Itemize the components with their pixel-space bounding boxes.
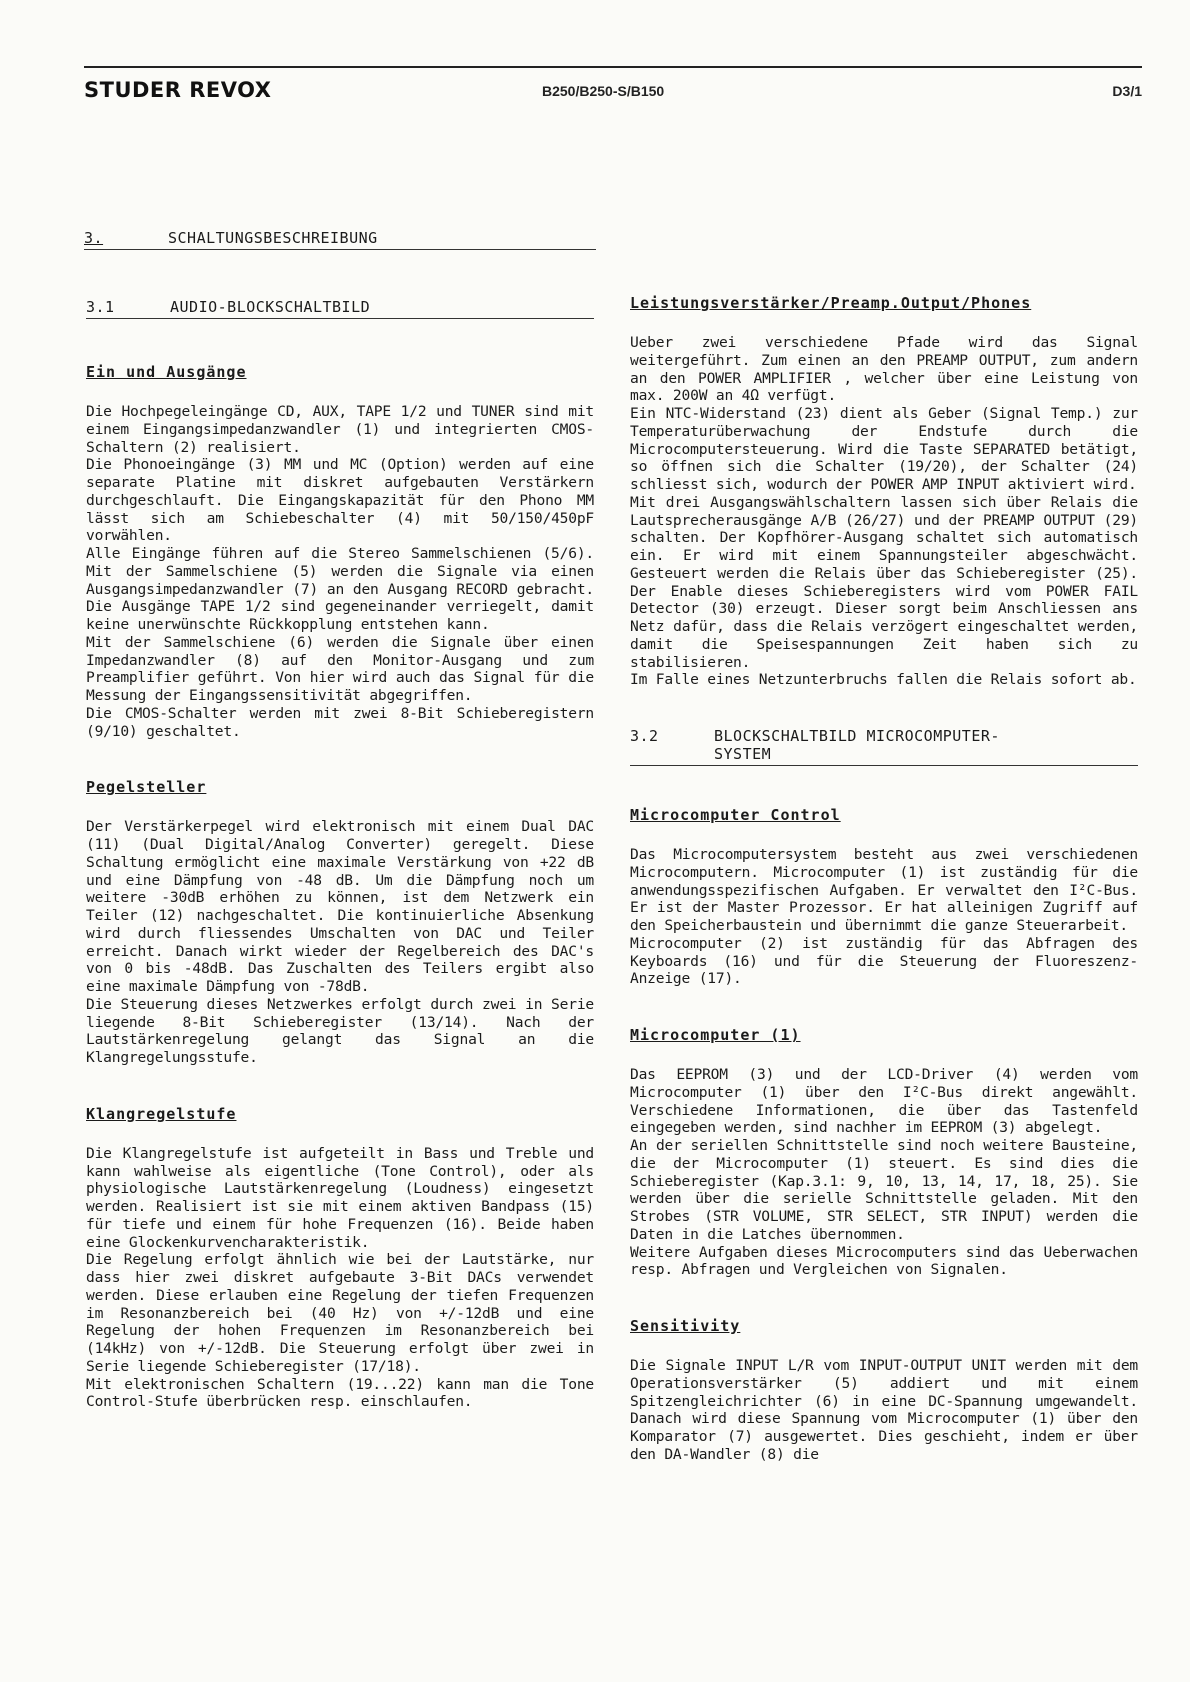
- subheading-pegelsteller: Pegelsteller: [86, 778, 207, 797]
- paragraph: Mit der Sammelschiene (6) werden die Signale über einen Impedanzwandler (8) auf den Monitor-Ausgang und zum Preamplifier geführt. Von hier wird auch das Signal für die Messung der Eingangssensitivität abgegriffen.: [86, 633, 594, 704]
- section-3-2-heading: [630, 727, 1138, 766]
- section-number: 3.2: [630, 727, 659, 745]
- page-header: [84, 66, 1142, 102]
- paragraph: An der seriellen Schnittstelle sind noch weitere Bausteine, die der Microcomputer (1) steuert. Es sind dies die Schieberegister (Kap.3.1: 9, 10, 13, 14, 17, 18, 25). Sie werden über die serielle Schnittstelle geladen. Mit den Strobes (STR VOLUME, STR SELECT, STR INPUT) werden die Daten in die Latches übernommen.: [630, 1137, 1138, 1243]
- paragraph: Die Hochpegeleingänge CD, AUX, TAPE 1/2 und TUNER sind mit einem Eingangsimpedanzwandler (1) und integrierten CMOS-Schaltern (2) realisiert.: [86, 403, 594, 456]
- paragraph: Das Microcomputersystem besteht aus zwei verschiedenen Microcomputern. Microcomputer (1) ist zuständig für die anwendungsspezifischen Aufgaben. Er verwaltet den I²C-Bus. Er ist der Master Prozessor. Er hat alleinigen Zugriff auf den Speicherbaustein und übernimmt die ganze Steuerarbeit.: [630, 846, 1138, 934]
- paragraph: Ueber zwei verschiedene Pfade wird das Signal weitergeführt. Zum einen an den PREAMP OUTPUT, zum andern an den POWER AMPLIFIER , welcher über eine Leistung von max. 200W an 4Ω verfügt.: [630, 334, 1138, 405]
- section-number: 3.1: [86, 298, 115, 316]
- paragraph: Die CMOS-Schalter werden mit zwei 8-Bit Schieberegistern (9/10) geschaltet.: [86, 704, 594, 740]
- chapter-number: 3.: [84, 229, 104, 247]
- paragraph: Mit elektronischen Schaltern (19...22) kann man die Tone Control-Stufe überbrücken resp. einschlaufen.: [86, 1375, 594, 1411]
- chapter-heading: [84, 229, 596, 250]
- subheading-klangregelstufe: Klangregelstufe: [86, 1104, 237, 1123]
- paragraph: Weitere Aufgaben dieses Microcomputers sind das Ueberwachen resp. Abfragen und Vergleichen von Signalen.: [630, 1243, 1138, 1279]
- paragraph: Alle Eingänge führen auf die Stereo Sammelschienen (5/6). Mit der Sammelschiene (5) werden die Signale via einen Ausgangsimpedanzwandler (7) an den Ausgang RECORD gebracht. Die Ausgänge TAPE 1/2 sind gegeneinander verriegelt, damit keine unerwünschte Rückkopplung entstehen kann.: [86, 545, 594, 633]
- paragraph: Das EEPROM (3) und der LCD-Driver (4) werden vom Microcomputer (1) über den I²C-Bus direkt angewählt. Verschiedene Informationen, die über das Tastenfeld eingegeben werden, sind nachher im EEPROM (3) abgelegt.: [630, 1066, 1138, 1137]
- paragraph: Im Falle eines Netzunterbruchs fallen die Relais sofort ab.: [630, 671, 1137, 689]
- subheading-microcomputer-1: Microcomputer (1): [630, 1026, 801, 1044]
- section-title: AUDIO-BLOCKSCHALTBILD: [170, 298, 371, 316]
- section-title: BLOCKSCHALTBILD MICROCOMPUTER-: [714, 727, 1000, 745]
- paragraph: Der Verstärkerpegel wird elektronisch mit einem Dual DAC (11) (Dual Digital/Analog Converter) geregelt. Diese Schaltung ermöglicht eine maximale Verstärkung von +22 dB und eine Dämpfung von -48 dB. Um die Dämpfung noch um weitere -30dB erhöhen zu können, ist dem Netzwerk ein Teiler (12) nachgeschaltet. Die kontinuierliche Absenkung wird durch fliessendes Umschalten von DAC und Teiler erreicht. Danach wirkt wieder der Regelbereich des DAC's von 0 bis -48dB. Das Zuschalten des Teilers ergibt also eine maximale Dämpfung von -78dB.: [86, 818, 594, 995]
- subheading-sensitivity: Sensitivity: [630, 1317, 741, 1335]
- section-3-1-heading: [86, 298, 594, 319]
- paragraph: Ein NTC-Widerstand (23) dient als Geber (Signal Temp.) zur Temperaturüberwachung der Endstufe durch die Microcomputersteuerung. Wird die Taste SEPARATED betätigt, so öffnen sich die Schalter (19/20), der Schalter (24) schliesst sich, wodurch der POWER AMP INPUT aktiviert wird.: [630, 405, 1138, 493]
- paragraph: Die Steuerung dieses Netzwerkes erfolgt durch zwei in Serie liegende 8-Bit Schieberegister (13/14). Nach der Lautstärkenregelung gelangt das Signal an die Klangregelungsstufe.: [86, 995, 594, 1066]
- paragraph: Die Regelung erfolgt ähnlich wie bei der Lautstärke, nur dass hier zwei diskret aufgebaute 3-Bit DACs verwendet werden. Diese erlauben eine Regelung der tiefen Frequenzen im Resonanzbereich bei (40 Hz) von +/-12dB und eine Regelung der hohen Frequenzen im Resonanzbereich bei (14kHz) von +/-12dB. Die Steuerung erfolgt über zwei in Serie liegende Schieberegister (17/18).: [86, 1251, 594, 1375]
- model-number: B250/B250-S/B150: [542, 83, 665, 99]
- paragraph: Microcomputer (2) ist zuständig für das Abfragen des Keyboards (16) und für die Steuerung der Fluoreszenz-Anzeige (17).: [630, 934, 1138, 988]
- section-title-continued: SYSTEM: [714, 745, 772, 763]
- page-number: D3/1: [1112, 83, 1142, 99]
- paragraph: Die Phonoeingänge (3) MM und MC (Option) werden auf eine separate Platine mit diskret aufgebauten Verstärkern durchgeschlauft. Die Eingangskapazität für den Phono MM lässt sich am Schiebeschalter (4) mit 50/150/450pF vorwählen.: [86, 456, 594, 545]
- paragraph: Die Klangregelstufe ist aufgeteilt in Bass und Treble und kann wahlweise als eigentliche (Tone Control), oder als physiologische Lautstärkenregelung (Loudness) eingesetzt werden. Realisiert ist sie mit einem aktiven Bandpass (15) für tiefe und einem für hohe Frequenzen (16). Beide haben eine Glockenkurvencharakteristik.: [86, 1144, 594, 1251]
- chapter-title: SCHALTUNGSBESCHREIBUNG: [168, 229, 378, 247]
- subheading-ein-ausgaenge: Ein und Ausgänge: [86, 363, 247, 381]
- paragraph: Mit drei Ausgangswählschaltern lassen sich über Relais die Lautsprecherausgänge A/B (26/27) und der PREAMP OUTPUT (29) schalten. Der Kopfhörer-Ausgang schaltet sich automatisch ein. Er wird mit einem Spannungsteiler abgeschwächt. Gesteuert werden die Relais über das Schieberegister (25). Der Enable dieses Schieberegisters wird vom POWER FAIL Detector (30) erzeugt. Dieser sorgt beim Anschliessen ans Netz dafür, dass die Relais verzögert eingeschaltet werden, damit die Speisespannungen Zeit haben sich zu stabilisieren.: [630, 493, 1138, 671]
- subheading-leistungsverstaerker: Leistungsverstärker/Preamp.Output/Phones: [630, 294, 1032, 312]
- subheading-microcomputer-control: Microcomputer Control: [630, 806, 841, 824]
- brand-logo: STUDER REVOX: [84, 78, 272, 102]
- paragraph: Die Signale INPUT L/R vom INPUT-OUTPUT UNIT werden mit dem Operationsverstärker (5) addiert und mit einem Spitzengleichrichter (6) in eine DC-Spannung umgewandelt. Danach wird diese Spannung vom Microcomputer (1) über den Komparator (7) ausgewertet. Dies geschieht, indem er über den DA-Wandler (8) die: [630, 1357, 1138, 1463]
- left-column: [86, 298, 594, 1411]
- right-column: [630, 294, 1138, 1464]
